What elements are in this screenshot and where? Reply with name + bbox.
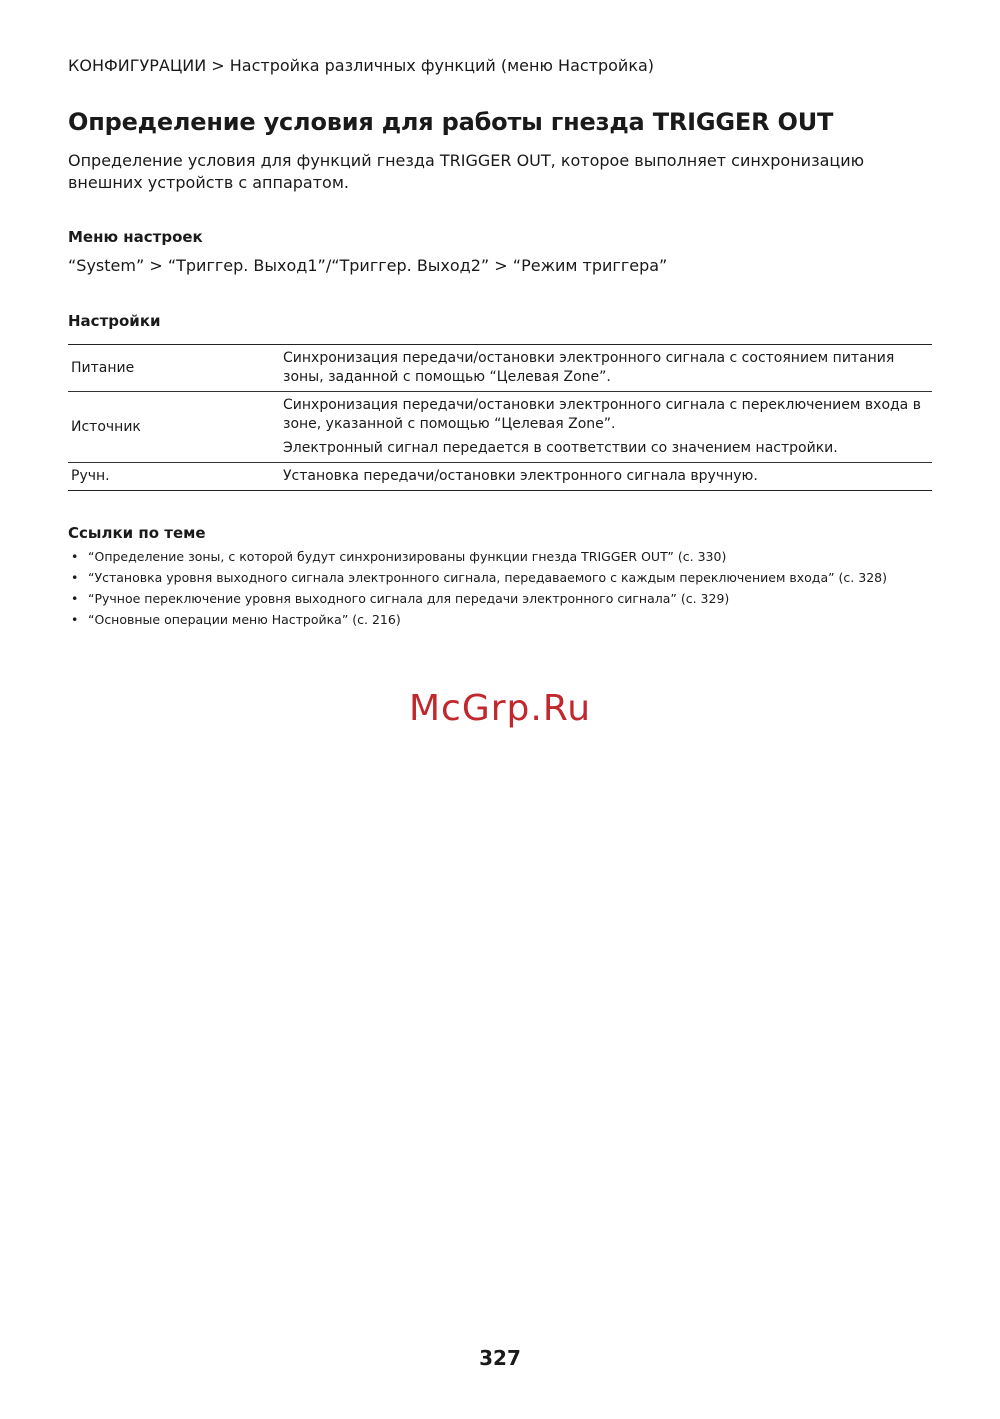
related-link[interactable]: [68, 546, 887, 567]
table-row: [68, 392, 932, 463]
settings-table: [68, 344, 932, 491]
related-link[interactable]: [68, 567, 887, 588]
bullet-icon: •: [71, 591, 79, 606]
related-link-text[interactable]: “Ручное переключение уровня выходного сигнала для передачи электронного сигнала” (с. 329): [88, 591, 730, 606]
setting-name: Ручн.: [68, 463, 275, 491]
setting-name: Источник: [68, 392, 275, 463]
menu-path: “System” > “Триггер. Выход1”/“Триггер. Выход2” > “Режим триггера”: [68, 256, 668, 275]
bullet-icon: •: [71, 612, 79, 627]
related-link[interactable]: [68, 609, 887, 630]
table-row: [68, 345, 932, 392]
setting-description: [275, 345, 932, 392]
breadcrumb: КОНФИГУРАЦИИ > Настройка различных функций (меню Настройка): [68, 56, 655, 75]
intro-paragraph: Определение условия для функций гнезда TRIGGER OUT, которое выполняет синхронизацию внешних устройств с аппаратом.: [68, 151, 865, 192]
related-links-list: [68, 546, 887, 630]
setting-description: [275, 463, 932, 491]
setting-description-line: Синхронизация передачи/остановки электронного сигнала с переключением входа в зоне, указанной с помощью “Целевая Zone”.: [283, 397, 921, 432]
page-title: Определение условия для работы гнезда TRIGGER OUT: [68, 108, 834, 136]
related-section-heading: Ссылки по теме: [68, 524, 206, 542]
bullet-icon: •: [71, 570, 79, 585]
setting-description-line: Установка передачи/остановки электронного сигнала вручную.: [283, 468, 758, 484]
page-number: 327: [479, 1346, 521, 1370]
watermark: McGrp.Ru: [408, 688, 592, 729]
bullet-icon: •: [71, 549, 79, 564]
setting-description-line: Синхронизация передачи/остановки электронного сигнала с состоянием питания зоны, заданной с помощью “Целевая Zone”.: [283, 350, 895, 385]
related-link-text[interactable]: “Определение зоны, с которой будут синхронизированы функции гнезда TRIGGER OUT” (с. 330): [88, 549, 727, 564]
table-row: [68, 463, 932, 491]
settings-section-heading: Настройки: [68, 312, 161, 330]
setting-description: [275, 392, 932, 463]
related-link-text[interactable]: “Установка уровня выходного сигнала электронного сигнала, передаваемого с каждым переключением входа” (с. 328): [88, 570, 887, 585]
related-link-text[interactable]: “Основные операции меню Настройка” (с. 216): [88, 612, 401, 627]
setting-name: Питание: [68, 345, 275, 392]
setting-description-line: Электронный сигнал передается в соответствии со значением настройки.: [283, 440, 838, 456]
related-link[interactable]: [68, 588, 887, 609]
menu-section-heading: Меню настроек: [68, 228, 203, 246]
